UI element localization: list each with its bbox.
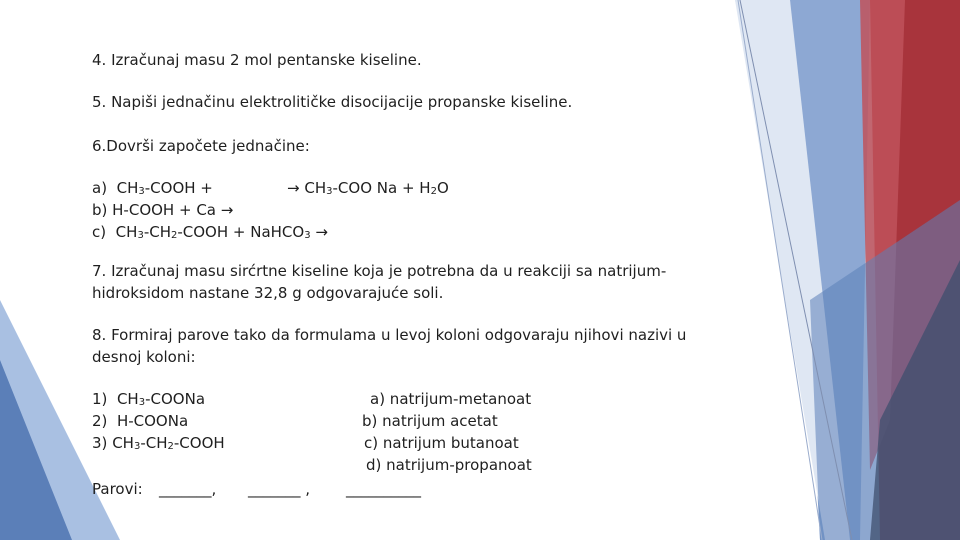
name-d: d) natrijum-propanoat <box>366 456 532 474</box>
formula-2: 2) H-COONa <box>92 412 189 430</box>
arrow-icon: → <box>315 223 328 241</box>
pairs-blank-3[interactable]: __________ <box>346 480 421 498</box>
equation-b <box>92 199 233 221</box>
question-8-line-2: desnoj koloni: <box>92 348 196 366</box>
question-8-line-1: 8. Formiraj parove tako da formulama u levoj koloni odgovaraju njihovi nazivi u <box>92 326 687 344</box>
question-7-line-1: 7. Izračunaj masu sirćrtne kiseline koja je potrebna da u reakciji sa natrijum- <box>92 262 667 280</box>
equation-c-label: c) <box>92 223 107 241</box>
equation-a-reactant: $CH_3$-COOH + <box>116 179 213 197</box>
pairs-label: Parovi: <box>92 480 143 498</box>
name-c: c) natrijum butanoat <box>364 434 519 452</box>
formula-1: 1) $CH_3$-COONa <box>92 390 206 408</box>
pairs-blank-1[interactable]: _______, <box>159 480 217 498</box>
question-4: 4. Izračunaj masu 2 mol pentanske kiseline. <box>92 51 422 69</box>
equation-a-label: a) <box>92 179 108 197</box>
name-b: b) natrijum acetat <box>362 412 498 430</box>
arrow-icon: → <box>287 179 300 197</box>
formula-3: 3) $CH_3-CH_2$-COOH <box>92 434 225 452</box>
pairs-blank-2[interactable]: _______ , <box>248 480 311 498</box>
question-5: 5. Napiši jednačinu elektrolitičke disocijacije propanske kiseline. <box>92 93 573 111</box>
equation-a-product: → $CH_3$-COO $Na + H_2O$ <box>287 179 449 197</box>
name-a: a) natrijum-metanoat <box>370 390 532 408</box>
equation-b-label: b) <box>92 201 108 219</box>
equation-c-text: $CH_3-CH_2$-COOH + NaHCO$_3$ → <box>115 223 328 241</box>
equation-b-text: H-COOH + Ca → <box>112 201 234 219</box>
equation-a <box>92 177 213 199</box>
equation-c <box>92 221 328 243</box>
question-6: 6.Dovrši započete jednačine: <box>92 137 310 155</box>
question-7-line-2: hidroksidom nastane 32,8 g odgovarajuće soli. <box>92 284 444 302</box>
